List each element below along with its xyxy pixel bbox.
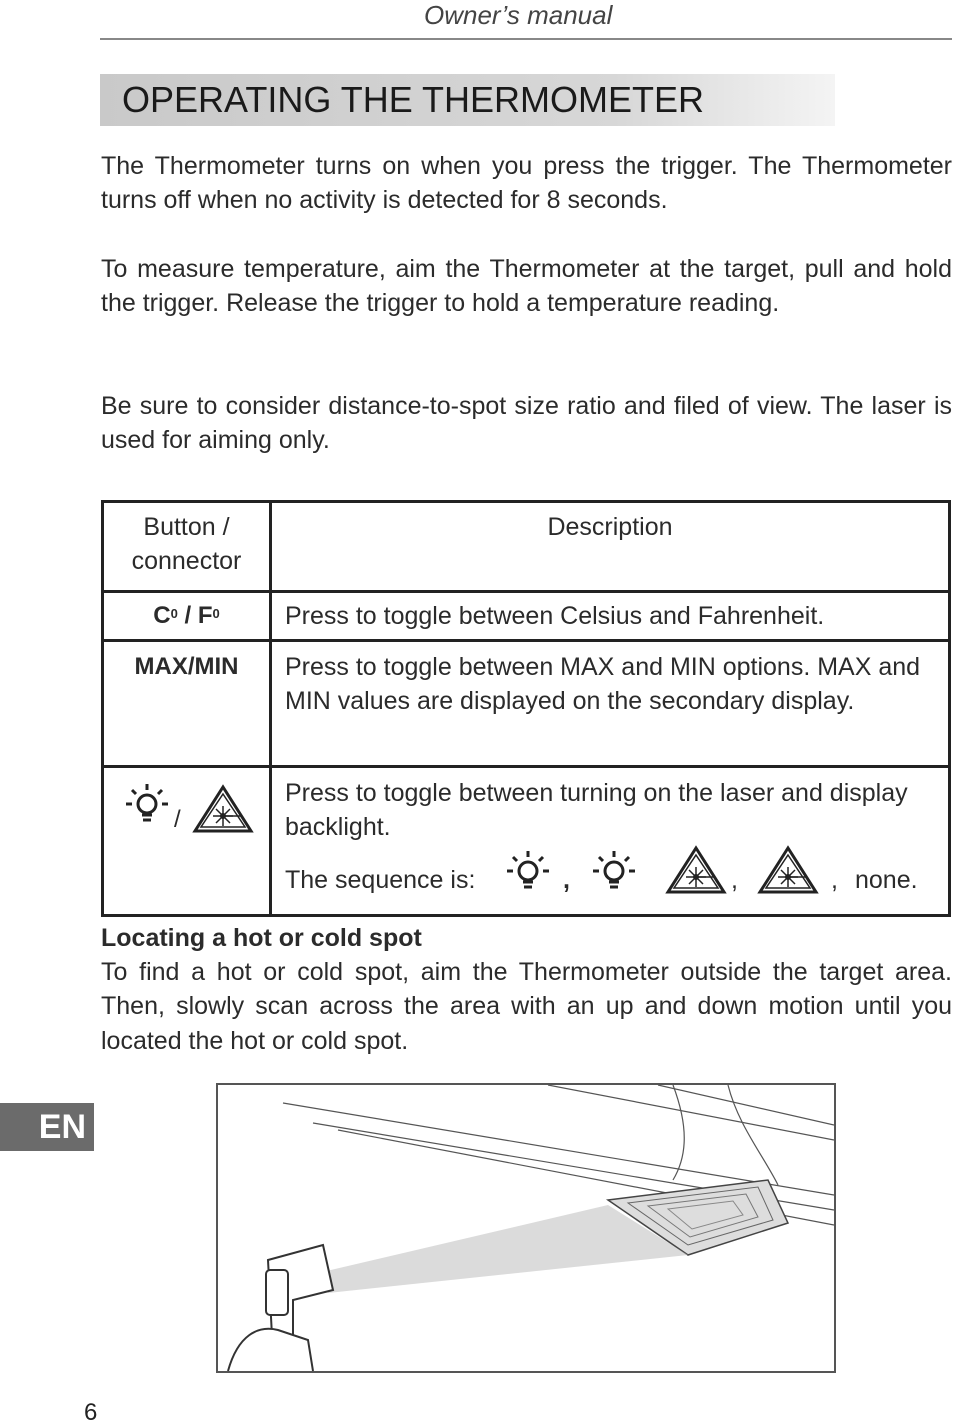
sequence-line bbox=[285, 849, 948, 899]
laser-button-label bbox=[103, 767, 271, 916]
cf-c: C bbox=[153, 602, 171, 629]
bulb-icon bbox=[505, 849, 551, 895]
bulb-icon bbox=[124, 782, 170, 828]
maxmin-button-label: MAX/MIN bbox=[103, 641, 271, 767]
cf-f: / F bbox=[177, 602, 213, 629]
language-tab: EN bbox=[0, 1103, 94, 1151]
table-header-description: Description bbox=[271, 502, 950, 592]
sequence-comma: , bbox=[731, 865, 738, 894]
section-title-bar bbox=[100, 74, 835, 126]
cf-sup1: 0 bbox=[170, 606, 178, 621]
sequence-comma: , bbox=[563, 865, 570, 894]
table-header-row bbox=[103, 502, 950, 592]
header-button-line2: connector bbox=[131, 547, 242, 575]
table-header-button bbox=[103, 502, 271, 592]
section-title: OPERATING THE THERMOMETER bbox=[122, 79, 705, 120]
laser-warning-icon bbox=[665, 845, 727, 895]
paragraph-distance: Be sure to consider distance-to-spot size ratio and filed of view. The laser is used for aiming only. bbox=[101, 392, 952, 455]
paragraph-measure: To measure temperature, aim the Thermometer at the target, pull and hold the trigger. Release the trigger to hold a temperature reading. bbox=[101, 255, 952, 318]
scanning-illustration bbox=[216, 1083, 836, 1373]
header-button-line1: Button / bbox=[143, 513, 230, 541]
table-row bbox=[103, 767, 950, 916]
header-title: Owner’s manual bbox=[424, 0, 613, 30]
cf-sup2: 0 bbox=[212, 606, 220, 621]
sequence-none: none. bbox=[855, 865, 918, 894]
locating-heading: Locating a hot or cold spot bbox=[101, 924, 422, 952]
laser-warning-icon bbox=[192, 784, 254, 834]
maxmin-description: Press to toggle between MAX and MIN options. MAX and MIN values are displayed on the secondary display. bbox=[271, 641, 950, 767]
sequence-comma: , bbox=[831, 865, 838, 894]
laser-warning-icon bbox=[757, 845, 819, 895]
bulb-icon bbox=[591, 849, 637, 895]
laser-description bbox=[271, 767, 950, 916]
table-row bbox=[103, 592, 950, 641]
laser-desc-text: Press to toggle between turning on the laser and display backlight. bbox=[285, 779, 908, 842]
table-row bbox=[103, 641, 950, 767]
button-table bbox=[101, 500, 951, 917]
page-number: 6 bbox=[84, 1399, 98, 1426]
cf-description: Press to toggle between Celsius and Fahrenheit. bbox=[271, 592, 950, 641]
paragraph-power: The Thermometer turns on when you press the trigger. The Thermometer turns off when no activity is detected for 8 seconds. bbox=[101, 152, 952, 215]
sequence-label: The sequence is: bbox=[285, 865, 476, 894]
ceiling-scan-drawing bbox=[218, 1085, 834, 1371]
cf-button-label bbox=[103, 592, 271, 641]
laser-separator: / bbox=[174, 806, 181, 833]
header-divider bbox=[100, 38, 952, 40]
locating-text: To find a hot or cold spot, aim the Thermometer outside the target area. Then, slowly scan across the area with an up and down motion until you located the hot or cold spot. bbox=[101, 958, 952, 1055]
